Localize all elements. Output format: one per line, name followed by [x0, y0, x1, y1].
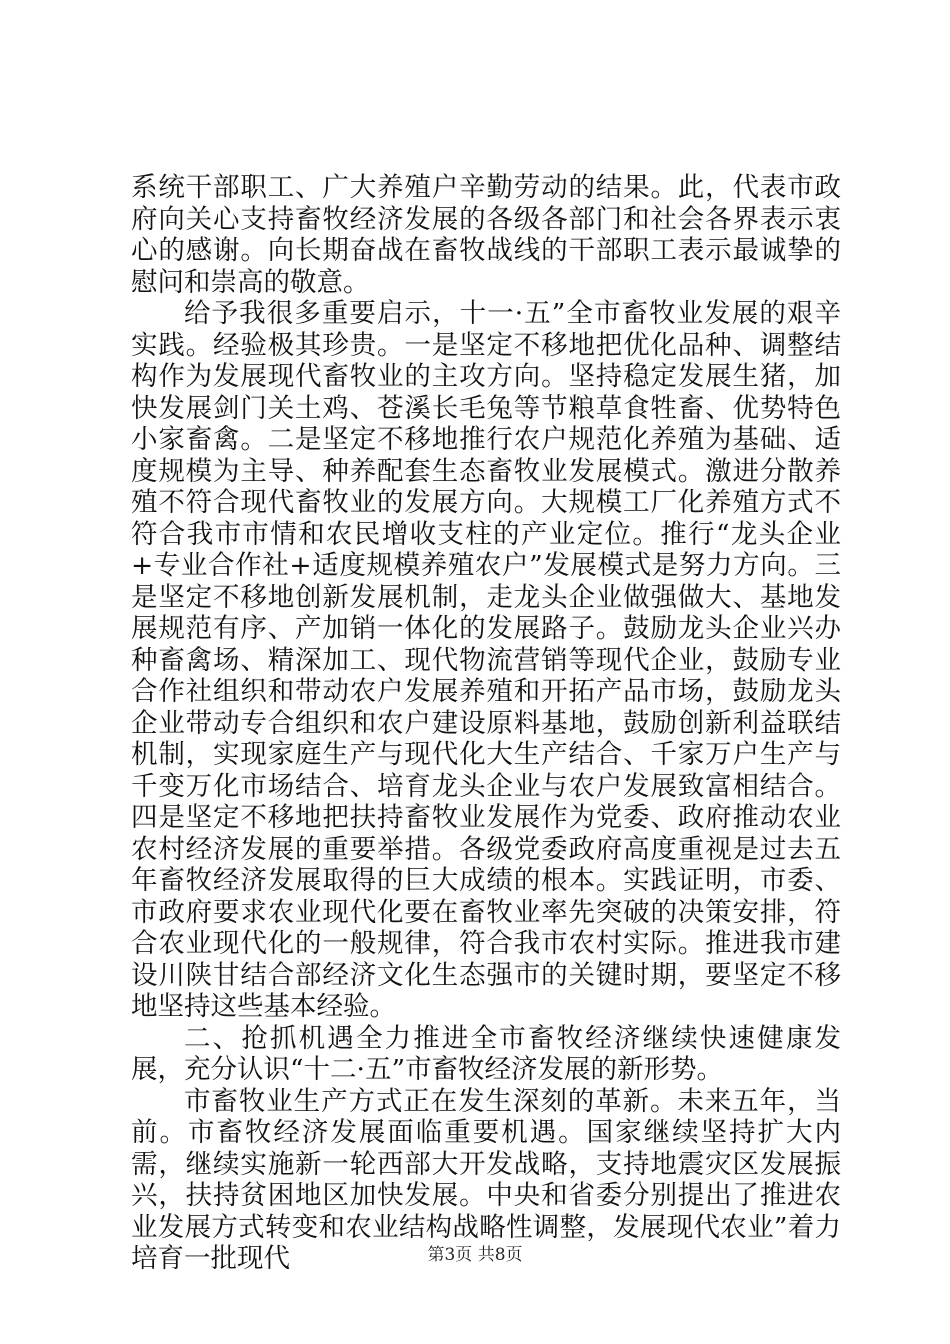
document-body [131, 172, 841, 1275]
paragraph-4: 市畜牧业生产方式正在发生深刻的革新。未来五年，当前。市畜牧经济发展面临重要机遇。国家继续坚持扩大内需，继续实施新一轮西部大开发战略，支持地震灾区发展振兴，扶持贫困地区加快发展。中央和省委分别提出了推进农业发展方式转变和农业结构战略性调整，发展现代农业”着力培育一批现代 [131, 1085, 841, 1274]
paragraph-2: 给予我很多重要启示，十一·五”全市畜牧业发展的艰辛实践。经验极其珍贵。一是坚定不移地把优化品种、调整结构作为发展现代畜牧业的主攻方向。坚持稳定发展生猪，加快发展剑门关土鸡、苍溪长毛兔等节粮草食牲畜、优势特色小家畜禽。二是坚定不移地推行农户规范化养殖为基础、适度规模为主导、种养配套生态畜牧业发展模式。激进分散养殖不符合现代畜牧业的发展方向。大规模工厂化养殖方式不符合我市市情和农民增收支柱的产业定位。推行“龙头企业+专业合作社+适度规模养殖农户”发展模式是努力方向。三是坚定不移地创新发展机制，走龙头企业做强做大、基地发展规范有序、产加销一体化的发展路子。鼓励龙头企业兴办种畜禽场、精深加工、现代物流营销等现代企业，鼓励专业合作社组织和带动农户发展养殖和开拓产品市场，鼓励龙头企业带动专合组织和农户建设原料基地，鼓励创新利益联结机制，实现家庭生产与现代化大生产结合、千家万户生产与千变万化市场结合、培育龙头企业与农户发展致富相结合。四是坚定不移地把扶持畜牧业发展作为党委、政府推动农业农村经济发展的重要举措。各级党委政府高度重视是过去五年畜牧经济发展取得的巨大成绩的根本。实践证明，市委、市政府要求农业现代化要在畜牧业率先突破的决策安排，符合农业现代化的一般规律，符合我市农村实际。推进我市建设川陕甘结合部经济文化生态强市的关键时期，要坚定不移地坚持这些基本经验。 [131, 298, 841, 1022]
paragraph-3-section-heading: 二、抢抓机遇全力推进全市畜牧经济继续快速健康发展，充分认识“十二·五”市畜牧经济发展的新形势。 [131, 1022, 841, 1085]
paragraph-1: 系统干部职工、广大养殖户辛勤劳动的结果。此，代表市政府向关心支持畜牧经济发展的各级各部门和社会各界表示衷心的感谢。向长期奋战在畜牧战线的干部职工表示最诚挚的慰问和崇高的敬意。 [131, 172, 841, 298]
page-number-footer: 第3页 共8页 [427, 1245, 523, 1265]
